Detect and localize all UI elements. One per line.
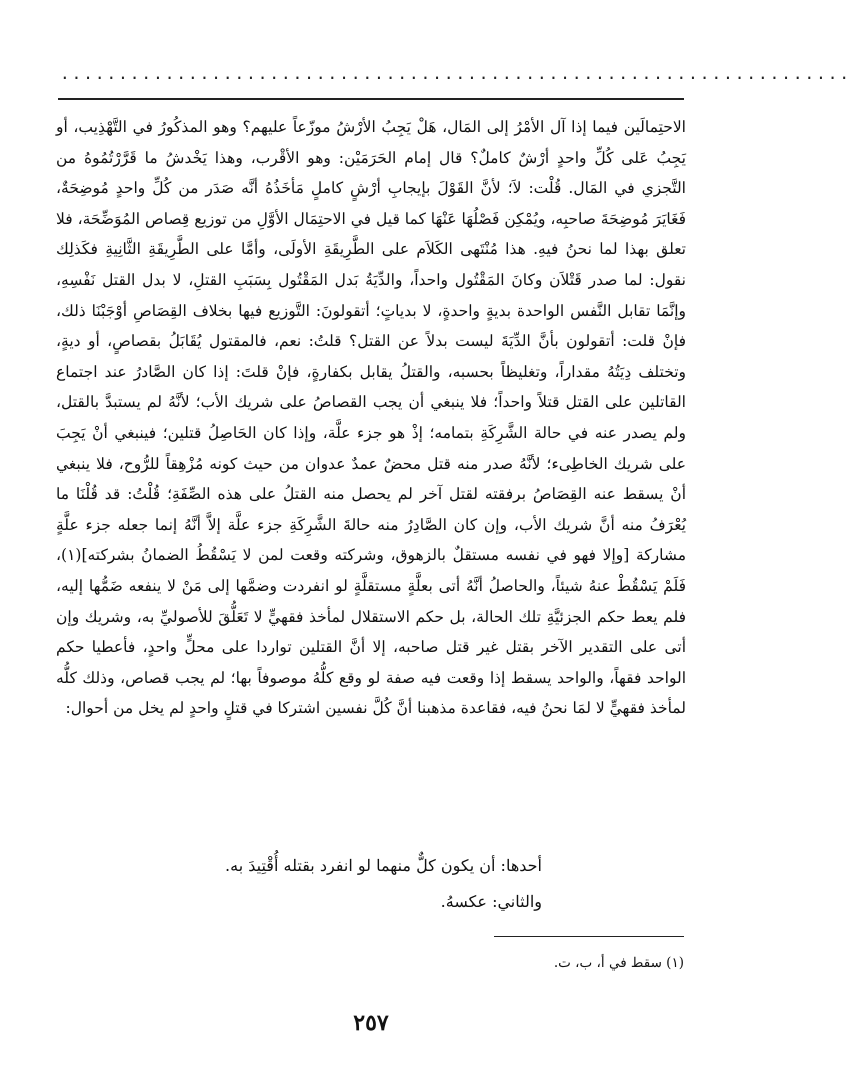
header-dotted-line: ....................................................................	[60, 64, 851, 83]
body-paragraph: الاحتِمالَين فيما إذا آل الأمْرُ إلى المَال، هَلْ يَجِبُ الأرْشُ موزّعاً عليهم؟ وهو المذكُورُ في التَّهْذِيب، أو يَجِبُ عَلى كُلِّ واحدٍ أرْشٌ كاملٌ؟ قال إمام الحَرَمَيْن: وهو الأقْرب، وهذا يَخْدشُ ما قَرَّرْتُمُوهُ من التَّجزي في المَال. قُلْت: لاَ؛ لأنَّ القَوْلَ بإيجابِ أرْشٍ كاملٍ مَأخَذُهُ أنَّه صَدَر من كُلِّ واحدٍ مُوضِحَةٌ، فَغَايَرَ مُوضِحَةَ صاحبِه، ويُمْكِن فَصْلُهَا عَنْهَا كما قيل في الاحتِمَال الأوَّلِ من توزيع قِصاص المُوَضِّحَة، فلا تعلق بهذا لما نحنُ فيهِ. هذا مُنْتَهى الكَلاَم على الطَّرِيقَةِ الأولَى، وأمَّا على الطَّرِيقَةِ الثَّانِيةِ فكَذلِك نقول: لما صدر قَتْلاَن وكانَ المَقْتُول واحداً، والدِّيَةُ بَدل المَقْتُول بِسَبَبِ القتلِ، لا بدل القتل نَفْسِهِ، وإنَّمَا تقابل النَّفس الواحدة بديةٍ واحدةٍ، لا بدياتٍ؛ أتقولونَ: التَّوزيع فيها بخلاف القِصَاصِ أوْجَبْنَا ذلك، فإنْ قلت: أتقولون بأنَّ الدِّيَةَ ليست بدلاً عن القتل؟ قلتُ: نعم، فالمقتول يُقَابَلُ بقصاصٍ، أو ديةٍ، وتختلف دِيَتُهُ مقداراً، وتغليظاً بحسبه، والقتلُ يقابل بكفارةٍ، فإنْ قلتَ: إذا كان الصَّادرُ عند اجتماع القاتلين على القتل قتلاً واحداً؛ فلا ينبغي أن يجب القصاصُ على شريك الأب؛ لأنَّهُ لم يستبدَّ بالقتل، ولم يصدر عنه في حالة الشَّرِكَةِ بتمامه؛ إذْ هو جزء علَّة، وإذا كان الحَاصِلُ قتلين؛ فينبغي أنْ يَجِبَ على شريك الخاطِىء؛ لأنَّهُ صدر منه قتل محضٌ عمدٌ عدوان من حيث كونه مُزْهِقاً للرُّوح، فلا ينبغي أنْ يسقط عنه القِصَاصُ برفقته لقتل آخر لم يحصل منه القتلُ على هذه الصِّفَةِ؛ قُلْتُ: قد قُلْنَا ما يُعْرَفُ منه أنَّ شريك الأب، وإن كان الصَّادِرُ منه حالةَ الشَّرِكَةِ جزء علَّة إلاَّ أنَّهُ إنما جعله جزء علَّةٍ مشاركة [وإلا فهو في نفسه مستقلٌ بالزهوق، وشركته وقعت لمن لا يَسْقُطُ الضمانُ بشركته](١)، فَلَمْ يَسْقُطْ عنهُ شيئاً، والحاصلُ أنَّهُ أتى بعلَّةٍ مستقلَّةٍ لو انفردت وضمَّها إلى مَنْ لا ينفعه ضَمُّها إليه، فلم يعط حكم الجزئيَّةِ تلك الحالة، بل حكم الاستقلال لمأخذ فقهيٍّ لا تَعَلُّقَ للأصوليِّ به، وشريك وإن أتى على التقدير الآخر بقتل غير قتل صاحبه، إلا أنَّ القتلين تواردا على محلٍّ واحدٍ، فأعطيا حكم الواحد فقهاً، والواحد يسقط إذا وقعت فيه صفة لو وقع كلُّهُ موصوفاً بها؛ لم يجب قصاص، وذلك كلُّه لمأخذ فقهيٍّ لا لمَا نحنُ فيه، فقاعدة مذهبنا أنَّ كُلَّ نفسين اشتركا في قتلٍ واحدٍ لم يخل من أحوال:	[56, 118, 686, 718]
main-text	[56, 112, 686, 724]
footnote-rule	[494, 936, 684, 937]
footnote: (١) سقط في أ، ب، ت.	[553, 955, 684, 971]
header-rule	[58, 98, 684, 100]
list-item-first: أحدها: أن يكون كلٌّ منهما لو انفرد بقتله أُقْتِيدَ به.	[225, 856, 542, 875]
enumeration-list	[222, 848, 542, 920]
list-item-second: والثاني: عكسهُ.	[440, 892, 542, 911]
page-number: ٢٥٧	[353, 1010, 389, 1036]
